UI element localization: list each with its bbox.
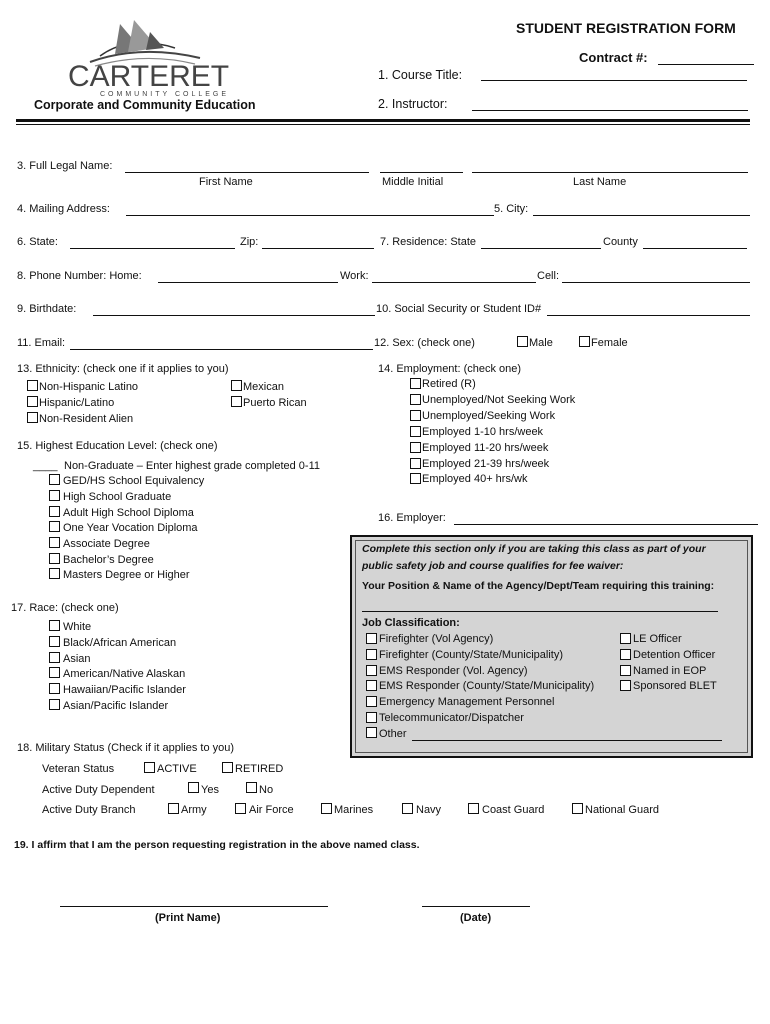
race-checkbox[interactable] — [49, 652, 60, 663]
ethnicity-checkbox[interactable] — [27, 396, 38, 407]
employer-label: 16. Employer: — [378, 512, 446, 524]
logo-text: CARTERET — [68, 60, 230, 93]
education-checkbox[interactable] — [49, 506, 60, 517]
non-graduate-blank[interactable]: ____ — [33, 460, 58, 472]
male-label: Male — [529, 337, 553, 349]
female-label: Female — [591, 337, 628, 349]
ssn-label: 10. Social Security or Student ID# — [376, 303, 542, 315]
public-safety-intro-1: Complete this section only if you are taking this class as part of your — [362, 543, 706, 555]
race-checkbox[interactable] — [49, 699, 60, 710]
job-class-checkbox[interactable] — [366, 649, 377, 660]
course-title-label: 1. Course Title: — [378, 68, 463, 82]
other-job-field[interactable] — [412, 740, 722, 741]
logo-subtext: COMMUNITY COLLEGE — [100, 91, 230, 98]
birthdate-label: 9. Birthdate: — [17, 303, 77, 315]
female-checkbox[interactable] — [579, 336, 590, 347]
education-checkbox[interactable] — [49, 474, 60, 485]
job-class-option: EMS Responder (Vol. Agency) — [379, 665, 528, 677]
mailing-address-label: 4. Mailing Address: — [17, 203, 110, 215]
retired-checkbox[interactable] — [222, 762, 233, 773]
ethnicity-checkbox[interactable] — [27, 380, 38, 391]
employment-checkbox[interactable] — [410, 426, 421, 437]
employment-checkbox[interactable] — [410, 410, 421, 421]
branch-option: National Guard — [585, 804, 659, 816]
phone-cell-field[interactable] — [562, 282, 750, 283]
phone-home-label: 8. Phone Number: Home: — [17, 270, 142, 282]
ethnicity-option: Non-Resident Alien — [39, 413, 134, 425]
job-class-option: Detention Officer — [633, 649, 716, 661]
instructor-label: 2. Instructor: — [378, 97, 448, 111]
dependent-yes-checkbox[interactable] — [188, 782, 199, 793]
education-option: GED/HS School Equivalency — [63, 475, 205, 487]
residence-state-label: 7. Residence: State — [380, 236, 477, 248]
job-class-option: Firefighter (Vol Agency) — [379, 633, 494, 645]
job-class-checkbox[interactable] — [366, 696, 377, 707]
employment-checkbox[interactable] — [410, 473, 421, 484]
instructor-field[interactable] — [472, 110, 748, 111]
ethnicity-checkbox[interactable] — [27, 412, 38, 423]
residence-state-field[interactable] — [481, 248, 601, 249]
dependent-no-label: No — [259, 784, 274, 796]
education-checkbox[interactable] — [49, 490, 60, 501]
print-name-caption: (Print Name) — [155, 912, 221, 924]
race-option: Hawaiian/Pacific Islander — [63, 684, 186, 696]
branch-checkbox[interactable] — [468, 803, 479, 814]
birthdate-field[interactable] — [93, 315, 375, 316]
employment-checkbox[interactable] — [410, 394, 421, 405]
date-field[interactable] — [422, 906, 530, 907]
mailing-address-field[interactable] — [126, 215, 494, 216]
education-checkbox[interactable] — [49, 553, 60, 564]
job-class-option: Sponsored BLET — [633, 680, 717, 692]
email-field[interactable] — [70, 349, 373, 350]
position-agency-field[interactable] — [362, 611, 718, 612]
job-class-checkbox[interactable] — [366, 680, 377, 691]
branch-checkbox[interactable] — [402, 803, 413, 814]
education-label: 15. Highest Education Level: (check one) — [17, 440, 218, 452]
phone-work-field[interactable] — [372, 282, 536, 283]
active-label: ACTIVE — [157, 763, 197, 775]
last-name-field[interactable] — [472, 172, 748, 173]
education-checkbox[interactable] — [49, 537, 60, 548]
ethnicity-checkbox[interactable] — [231, 396, 242, 407]
job-class-checkbox[interactable] — [620, 665, 631, 676]
branch-checkbox[interactable] — [572, 803, 583, 814]
branch-option: Marines — [334, 804, 374, 816]
job-class-checkbox[interactable] — [620, 633, 631, 644]
form-title: STUDENT REGISTRATION FORM — [516, 20, 736, 36]
race-checkbox[interactable] — [49, 683, 60, 694]
contract-label: Contract #: — [579, 50, 648, 65]
employment-option: Employed 21-39 hrs/week — [422, 458, 550, 470]
job-class-option: LE Officer — [633, 633, 682, 645]
employment-checkbox[interactable] — [410, 442, 421, 453]
employment-option: Unemployed/Not Seeking Work — [422, 394, 576, 406]
education-checkbox[interactable] — [49, 521, 60, 532]
education-option: One Year Vocation Diploma — [63, 522, 198, 534]
job-class-checkbox[interactable] — [366, 727, 377, 738]
race-option: American/Native Alaskan — [63, 668, 186, 680]
phone-work-label: Work: — [340, 270, 369, 282]
job-classification-label: Job Classification: — [362, 617, 460, 629]
ethnicity-option: Hispanic/Latino — [39, 397, 115, 409]
branch-checkbox[interactable] — [168, 803, 179, 814]
ethnicity-option: Puerto Rican — [243, 397, 307, 409]
race-label: 17. Race: (check one) — [11, 602, 119, 614]
education-option: Adult High School Diploma — [63, 507, 194, 519]
education-option: High School Graduate — [63, 491, 172, 503]
branch-option: Army — [181, 804, 207, 816]
branch-option: Navy — [416, 804, 442, 816]
department-name: Corporate and Community Education — [34, 98, 256, 112]
position-agency-label: Your Position & Name of the Agency/Dept/Team requiring this training: — [362, 580, 715, 592]
non-graduate-label: Non-Graduate – Enter highest grade completed 0-11 — [64, 460, 321, 472]
sex-label: 12. Sex: (check one) — [374, 337, 475, 349]
branch-checkbox[interactable] — [321, 803, 332, 814]
education-option: Masters Degree or Higher — [63, 569, 190, 581]
employment-checkbox[interactable] — [410, 378, 421, 389]
job-class-checkbox[interactable] — [366, 665, 377, 676]
date-caption: (Date) — [460, 912, 492, 924]
county-field[interactable] — [643, 248, 747, 249]
college-logo — [60, 14, 230, 98]
job-class-option: Other — [379, 728, 407, 740]
education-option: Bachelor’s Degree — [63, 554, 154, 566]
branch-option: Coast Guard — [482, 804, 545, 816]
affirmation-text: 19. I affirm that I am the person requesting registration in the above named class. — [14, 839, 420, 851]
job-class-option: Named in EOP — [633, 665, 707, 677]
employment-option: Retired (R) — [422, 378, 476, 390]
race-option: White — [63, 621, 92, 633]
race-option: Asian — [63, 653, 91, 665]
education-option: Associate Degree — [63, 538, 150, 550]
ssn-field[interactable] — [547, 315, 750, 316]
ethnicity-checkbox[interactable] — [231, 380, 242, 391]
dependent-label: Active Duty Dependent — [42, 784, 155, 796]
active-checkbox[interactable] — [144, 762, 155, 773]
branch-option: Air Force — [249, 804, 294, 816]
email-label: 11. Email: — [17, 337, 66, 349]
first-name-caption: First Name — [199, 176, 253, 188]
print-name-field[interactable] — [60, 906, 328, 907]
public-safety-intro-2: public safety job and course qualifies for fee waiver: — [362, 560, 624, 572]
retired-label: RETIRED — [235, 763, 284, 775]
zip-field[interactable] — [262, 248, 374, 249]
race-option: Asian/Pacific Islander — [63, 700, 169, 712]
employment-checkbox[interactable] — [410, 458, 421, 469]
employment-option: Employed 1-10 hrs/week — [422, 426, 544, 438]
branch-label: Active Duty Branch — [42, 804, 136, 816]
middle-initial-field[interactable] — [380, 172, 463, 173]
county-label: County — [603, 236, 638, 248]
city-label: 5. City: — [494, 203, 529, 215]
ethnicity-option: Non-Hispanic Latino — [39, 381, 139, 393]
job-class-checkbox[interactable] — [366, 633, 377, 644]
veteran-status-label: Veteran Status — [42, 763, 115, 775]
race-checkbox[interactable] — [49, 636, 60, 647]
zip-label: Zip: — [240, 236, 259, 248]
male-checkbox[interactable] — [517, 336, 528, 347]
ethnicity-label: 13. Ethnicity: (check one if it applies to you) — [17, 363, 229, 375]
header-divider-thin — [16, 124, 750, 125]
dependent-no-checkbox[interactable] — [246, 782, 257, 793]
employment-label: 14. Employment: (check one) — [378, 363, 522, 375]
job-class-option: Firefighter (County/State/Municipality) — [379, 649, 564, 661]
race-checkbox[interactable] — [49, 620, 60, 631]
employer-field[interactable] — [454, 524, 758, 525]
job-class-checkbox[interactable] — [620, 649, 631, 660]
job-class-checkbox[interactable] — [620, 680, 631, 691]
middle-initial-caption: Middle Initial — [382, 176, 444, 188]
branch-checkbox[interactable] — [235, 803, 246, 814]
job-class-checkbox[interactable] — [366, 712, 377, 723]
race-checkbox[interactable] — [49, 667, 60, 678]
employment-option: Employed 11-20 hrs/week — [422, 442, 549, 454]
race-option: Black/African American — [63, 637, 177, 649]
job-class-option: EMS Responder (County/State/Municipality) — [379, 680, 595, 692]
header-divider — [16, 119, 750, 122]
dependent-yes-label: Yes — [201, 784, 219, 796]
first-name-field[interactable] — [125, 172, 369, 173]
phone-home-field[interactable] — [158, 282, 338, 283]
state-label: 6. State: — [17, 236, 58, 248]
employment-option: Unemployed/Seeking Work — [422, 410, 556, 422]
employment-option: Employed 40+ hrs/wk — [422, 473, 528, 485]
state-field[interactable] — [70, 248, 235, 249]
phone-cell-label: Cell: — [537, 270, 560, 282]
education-checkbox[interactable] — [49, 568, 60, 579]
last-name-caption: Last Name — [573, 176, 627, 188]
course-title-field[interactable] — [481, 80, 747, 81]
job-class-option: Emergency Management Personnel — [379, 696, 555, 708]
city-field[interactable] — [533, 215, 750, 216]
military-label: 18. Military Status (Check if it applies to you) — [17, 742, 235, 754]
contract-field[interactable] — [658, 64, 754, 65]
full-name-label: 3. Full Legal Name: — [17, 160, 113, 172]
ethnicity-option: Mexican — [243, 381, 284, 393]
job-class-option: Telecommunicator/Dispatcher — [379, 712, 524, 724]
